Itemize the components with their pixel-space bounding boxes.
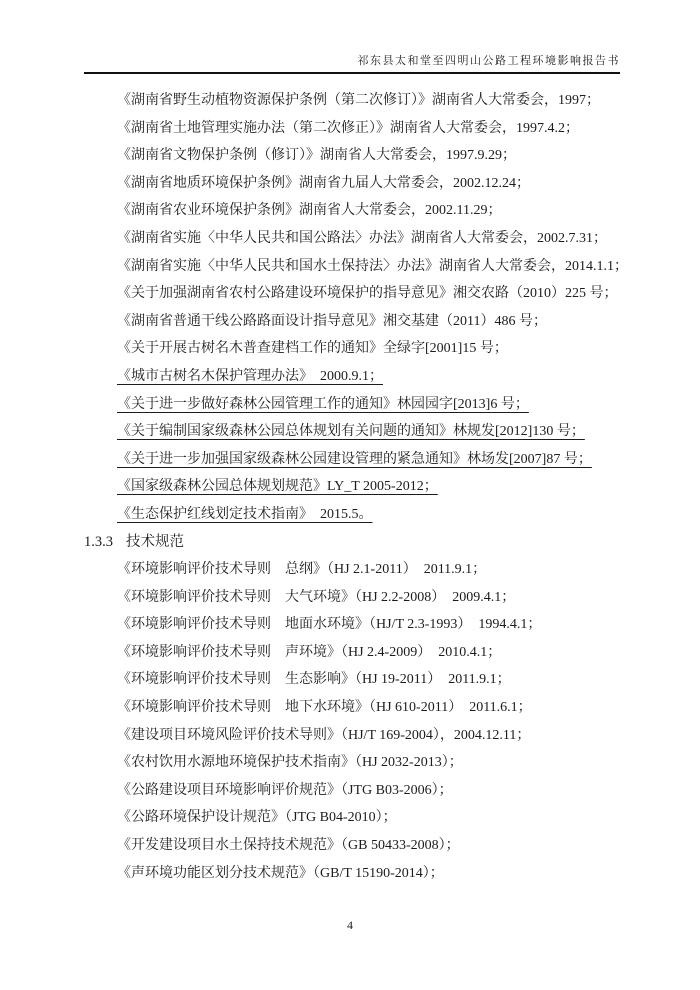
list-item: 《国家级森林公园总体规划规范》LY_T 2005-2012；	[117, 479, 438, 495]
list-item: 《生态保护红线划定技术指南》 2015.5。	[117, 506, 373, 522]
list-item: 《环境影响评价技术导则 大气环境》（HJ 2.2-2008） 2009.4.1；	[117, 589, 516, 605]
list-item: 《建设项目环境风险评价技术导则》（HJ/T 169-2004），2004.12.11；	[117, 727, 531, 743]
page-header-title: 祁东县太和堂至四明山公路工程环境影响报告书	[84, 52, 620, 74]
list-item: 《湖南省文物保护条例（修订）》湖南省人大常委会，1997.9.29；	[117, 148, 516, 164]
list-item: 《湖南省农业环境保护条例》湖南省人大常委会，2002.11.29；	[117, 203, 502, 219]
list-item: 《湖南省土地管理实施办法（第二次修正）》湖南省人大常委会，1997.4.2；	[117, 120, 579, 136]
page-content	[84, 87, 628, 887]
list-item: 《湖南省野生动植物资源保护条例（第二次修订）》湖南省人大常委会，1997；	[117, 93, 600, 108]
list-item: 《公路建设项目环境影响评价规范》（JTG B03-2006）；	[117, 782, 453, 798]
page-number: 4	[347, 918, 353, 932]
list-item: 《湖南省普通干线公路路面设计指导意见》湘交基建（2011）486 号；	[117, 313, 547, 329]
list-item: 《环境影响评价技术导则 地下水环境》（HJ 610-2011） 2011.6.1；	[117, 700, 532, 716]
list-item: 《湖南省实施〈中华人民共和国水土保持法〉办法》湖南省人大常委会，2014.1.1；	[117, 258, 628, 274]
list-item: 《关于进一步做好森林公园管理工作的通知》林园园字[2013]6 号；	[117, 396, 529, 412]
list-item: 《环境影响评价技术导则 生态影响》（HJ 19-2011） 2011.9.1；	[117, 672, 511, 688]
list-item: 《关于加强湖南省农村公路建设环境保护的指导意见》湘交农路（2010）225 号；	[117, 286, 618, 302]
list-item: 《环境影响评价技术导则 地面水环境》（HJ/T 2.3-1993） 1994.4.1；	[117, 617, 542, 633]
list-item: 《环境影响评价技术导则 总纲》（HJ 2.1-2011） 2011.9.1；	[117, 562, 487, 578]
list-item: 《关于编制国家级森林公园总体规划有关问题的通知》林规发[2012]130 号；	[117, 424, 585, 440]
list-item: 《湖南省实施〈中华人民共和国公路法〉办法》湖南省人大常委会，2002.7.31；	[117, 230, 607, 246]
list-item: 《开发建设项目水土保持技术规范》（GB 50433-2008）；	[117, 838, 460, 854]
list-item: 《关于开展古树名木普查建档工作的通知》全绿字[2001]15 号；	[117, 341, 508, 357]
section-number: 1.3.3	[84, 533, 113, 550]
list-item: 《农村饮用水源地环境保护技术指南》（HJ 2032-2013）；	[117, 755, 463, 771]
list-item: 《城市古树名木保护管理办法》 2000.9.1；	[117, 368, 383, 384]
list-item: 《湖南省地质环境保护条例》湖南省九届人大常委会，2002.12.24；	[117, 175, 530, 191]
section-heading	[84, 529, 620, 557]
section-title: 技术规范	[126, 533, 184, 550]
list-item: 《声环境功能区划分技术规范》（GB/T 15190-2014）；	[117, 865, 444, 881]
regulations-list	[84, 87, 628, 529]
list-item: 《公路环境保护设计规范》（JTG B04-2010）；	[117, 810, 397, 826]
list-item: 《环境影响评价技术导则 声环境》（HJ 2.4-2009） 2010.4.1；	[117, 644, 502, 660]
list-item: 《关于进一步加强国家级森林公园建设管理的紧急通知》林场发[2007]87 号；	[117, 451, 592, 467]
standards-list	[84, 556, 620, 887]
